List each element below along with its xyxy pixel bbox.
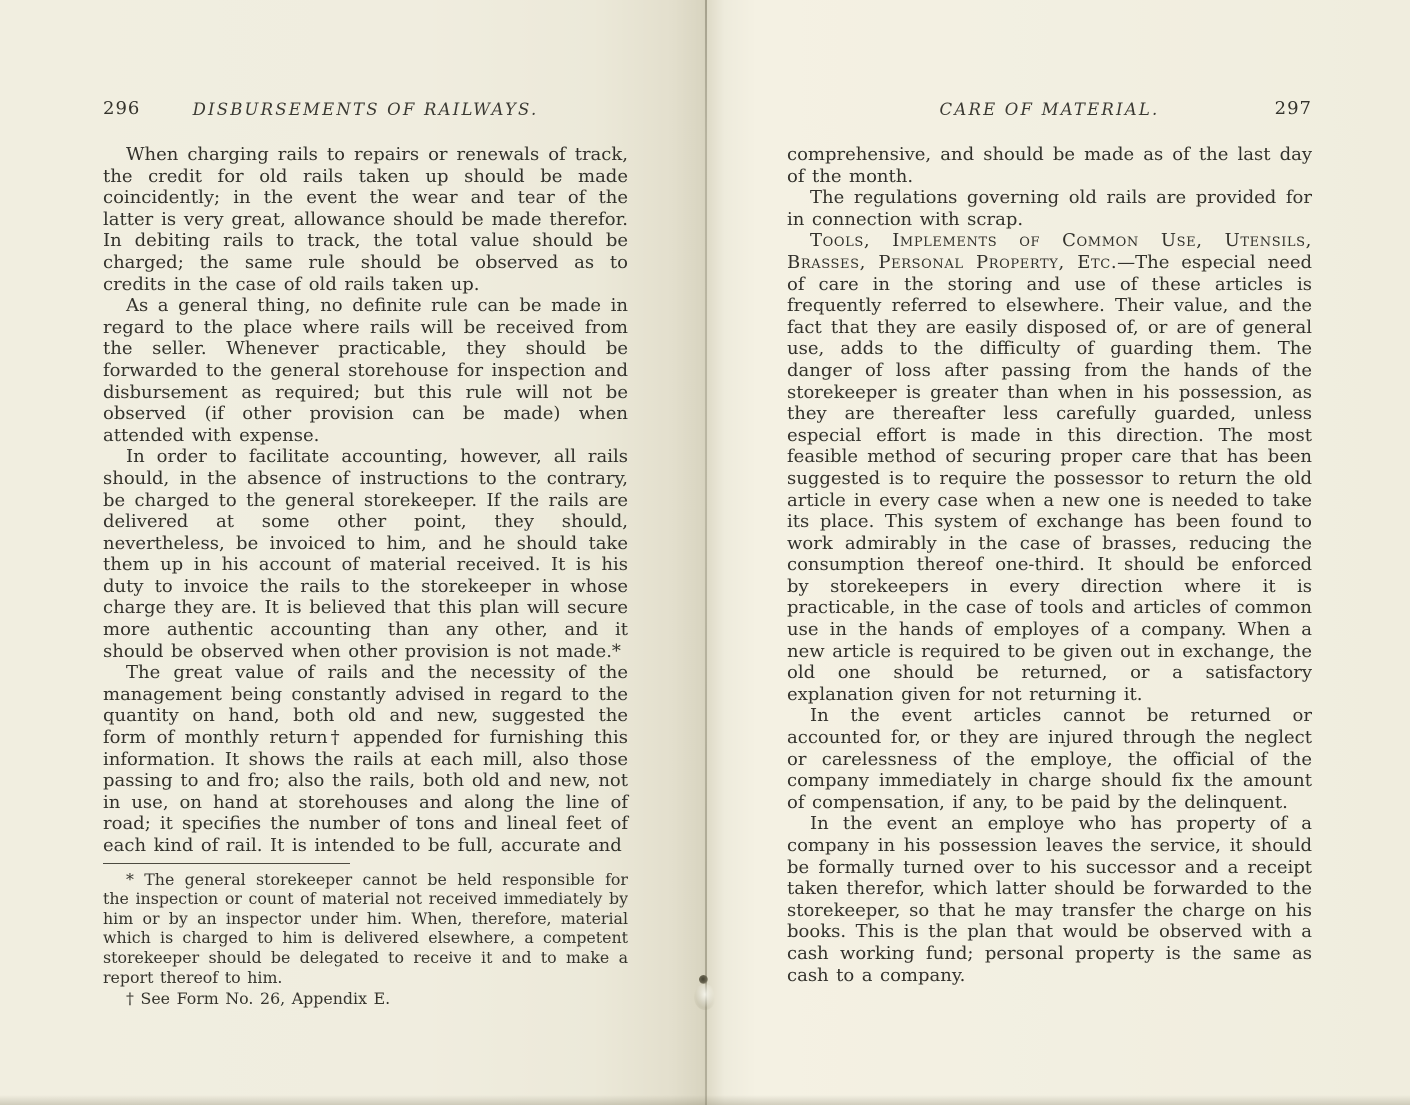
left-running-title: DISBURSEMENTS OF RAILWAYS.: [192, 100, 539, 119]
footnote-see-form: † See Form No. 26, Appendix E.: [126, 989, 391, 1009]
paragraph-facilitate-accounting: In order to facilitate accounting, however, all rails should, in the absence of instructions to the contrary, be charged to the general storekeeper. If the rails are delivered at some other point, they should, nevertheless, be invoiced to him, and he should take them up in his account of material received. It is his duty to invoice the rails to the storekeeper in whose charge they are. It is believed that this plan will secure more authentic accounting than any other, and it should be observed when other provision is not made.*: [103, 446, 628, 662]
spine-fold-line: [705, 0, 707, 1105]
paragraph-tools-section: [787, 230, 1312, 705]
tools-section-text: —The especial need of care in the storing and use of these articles is frequently referred to elsewhere. Their value, and the fact that they are easily disposed of, or are of general use, adds to the difficulty of guarding them. The danger of loss after passing from the hands of the storekeeper is greater than when in his possession, as they are thereafter less carefully guarded, unless especial effort is made in this direction. The most feasible method of securing proper care that has been suggested is to require the possessor to return the old article in every case when a new one is needed to take its place. This system of exchange has been found to work admirably in the case of brasses, reducing the consumption thereof one-third. It should be enforced by storekeepers in every direction where it is practicable, in the case of tools and articles of common use in the hands of employes of a company. When a new article is required to be given out in exchange, the old one should be returned, or a satisfactory explanation given for not returning it.: [787, 251, 1312, 705]
right-body-text: [787, 144, 1312, 986]
paragraph-general-rule: As a general thing, no definite rule can be made in regard to the place where rails will be received from the seller. Whenever practicable, they should be forwarded to the general storehouse for inspection and disbursement as required; but this rule will not be observed (if other provision can be made) when attended with expense.: [103, 295, 628, 446]
left-running-header: [103, 98, 628, 124]
paragraph-employe-leaving: In the event an employe who has property of a company in his possession leaves the service, it should be formally turned over to his successor and a receipt taken therefor, which latter should be forwarded to the storekeeper, so that he may transfer the charge on his books. This is the plan that would be observed with a cash working fund; personal property is the same as cash to a company.: [787, 813, 1312, 986]
right-page-number: 297: [1274, 98, 1312, 119]
footnote-storekeeper: * The general storekeeper cannot be held responsible for the inspection or count of material not received immediately by him or by an inspector under him. When, therefore, material which is charged to him is delivered elsewhere, a competent storekeeper should be delegated to receive it and to make a report thereof to him.: [103, 869, 628, 987]
paragraph-compensation: In the event articles cannot be returned or accounted for, or they are injured through the neglect or carelessness of the employe, the official of the company immediately in charge should fix the amount of compensation, if any, to be paid by the delinquent.: [787, 705, 1312, 813]
footnote-rule: [103, 863, 350, 864]
right-running-title: CARE OF MATERIAL.: [939, 100, 1160, 119]
right-page: [787, 98, 1312, 986]
left-page-number: 296: [103, 98, 141, 119]
paragraph-scrap-regulations: The regulations governing old rails are provided for in connection with scrap.: [787, 187, 1312, 230]
left-page: [103, 98, 628, 1009]
paragraph-value-of-rails: The great value of rails and the necessity of the management being constantly advised in regard to the quantity on hand, both old and new, suggested the form of monthly return† appended for furnishing this information. It shows the rails at each mill, also those passing to and fro; also the rails, both old and new, not in use, on hand at storehouses and along the line of road; it specifies the number of tons and lineal feet of each kind of rail. It is intended to be full, accurate and: [103, 662, 628, 856]
tools-section-heading: Tools, Implements of Common Use, Utensils, Brasses, Personal Property, Etc.: [787, 230, 1312, 273]
spine-dent: [694, 984, 716, 1010]
paragraph-charging-rails: When charging rails to repairs or renewals of track, the credit for old rails taken up should be made coincidently; in the event the wear and tear of the latter is very great, allowance should be made therefor. In debiting rails to track, the total value should be charged; the same rule should be observed as to credits in the case of old rails taken up.: [103, 144, 628, 295]
left-footnotes: [103, 870, 628, 1009]
page-bottom-shadow: [0, 1095, 1410, 1105]
paragraph-continuation: comprehensive, and should be made as of the last day of the month.: [787, 144, 1312, 187]
right-running-header: [787, 98, 1312, 124]
left-body-text: [103, 144, 628, 857]
stitch-hole: [699, 975, 708, 984]
